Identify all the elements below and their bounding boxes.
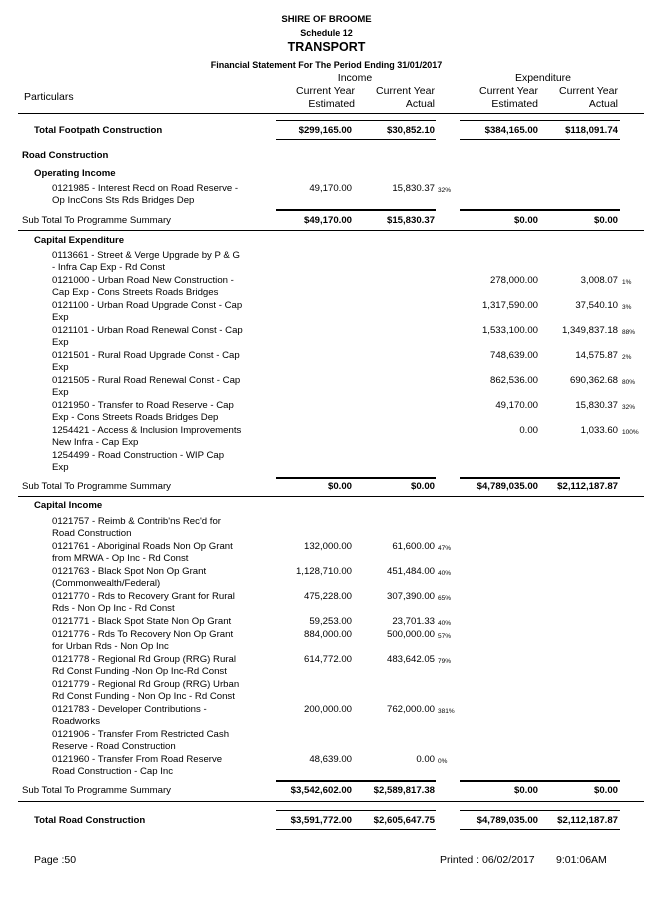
row-description-line: 0121906 - Transfer From Restricted Cash — [52, 729, 230, 740]
income-estimated-header-line2: Estimated — [308, 97, 355, 110]
row-description-line: Exp — [52, 337, 69, 349]
total-road-income-rule — [276, 810, 436, 811]
row-income-actual: 15,830.37 — [392, 183, 435, 194]
row-income-estimated: 48,639.00 — [309, 754, 352, 765]
ce-subtotal-exp-actual: $2,112,187.87 — [557, 481, 618, 492]
org-name: SHIRE OF BROOME — [281, 14, 372, 25]
ci-subtotal-exp-estimated: $0.00 — [513, 785, 538, 796]
row-description — [52, 350, 260, 375]
row-income-estimated: 884,000.00 — [303, 629, 352, 640]
row-income-estimated: 200,000.00 — [303, 704, 352, 715]
ci-subtotal-label: Sub Total To Programme Summary — [22, 785, 171, 796]
row-expenditure-actual: 1,033.60 — [580, 425, 618, 436]
row-income-estimated: 59,253.00 — [309, 616, 352, 627]
footpath-income-rule — [276, 120, 436, 121]
row-description-line: 0121505 - Rural Road Renewal Const - Cap — [52, 375, 241, 386]
row-income-percent: 32% — [438, 187, 452, 194]
total-footpath-income-actual: $30,852.10 — [386, 125, 435, 136]
row-description — [52, 616, 260, 628]
printed-date: 06/02/2017 — [482, 854, 535, 866]
row-description-line: 0121779 - Regional Rd Group (RRG) Urban — [52, 679, 240, 690]
row-description-line: 0121950 - Transfer to Road Reserve - Cap — [52, 400, 234, 411]
row-description — [52, 375, 260, 400]
row-description-line: - Infra Cap Exp - Rd Const — [52, 262, 166, 274]
ce-subtotal-label: Sub Total To Programme Summary — [22, 481, 171, 492]
row-income-estimated: 475,228.00 — [303, 591, 352, 602]
row-expenditure-percent: 3% — [622, 304, 632, 311]
total-road-exp-estimated: $4,789,035.00 — [476, 815, 538, 826]
row-income-actual: 483,642.05 — [386, 654, 435, 665]
header-rule — [18, 113, 644, 114]
expenditure-actual-header-line2: Actual — [588, 97, 618, 110]
row-description-line: 0121783 - Developer Contributions - — [52, 704, 207, 715]
expenditure-actual-header — [540, 85, 618, 110]
income-header: Income — [337, 72, 373, 84]
row-description-line: 0121770 - Rds to Recovery Grant for Rural — [52, 591, 235, 602]
row-income-estimated: 1,128,710.00 — [295, 566, 352, 577]
row-income-actual: 500,000.00 — [386, 629, 435, 640]
printed-time: 9:01:06AM — [556, 854, 607, 866]
row-description-line: 1254499 - Road Construction - WIP Cap — [52, 450, 225, 461]
row-description-line: Reserve - Road Construction — [52, 741, 176, 753]
op-subtotal-income-actual: $15,830.37 — [386, 215, 435, 226]
row-expenditure-actual: 14,575.87 — [575, 350, 618, 361]
row-description-line: 0121776 - Rds To Recovery Non Op Grant — [52, 629, 234, 640]
row-description-line: Exp — [52, 462, 69, 474]
row-description-line: Rd Const Funding -Non Op Inc-Rd Const — [52, 666, 227, 678]
total-road-income-rule-bottom — [276, 829, 436, 830]
row-expenditure-estimated: 1,317,590.00 — [481, 300, 538, 311]
row-description — [52, 516, 260, 541]
total-road-income-estimated: $3,591,772.00 — [290, 815, 352, 826]
row-description-line: 0121771 - Black Spot State Non Op Grant — [52, 616, 232, 627]
ce-subtotal-income-rule — [276, 477, 436, 479]
row-description-line: Roadworks — [52, 716, 100, 728]
op-section-rule — [18, 230, 644, 231]
row-income-actual: 451,484.00 — [386, 566, 435, 577]
ce-section-rule — [18, 496, 644, 497]
row-description — [52, 183, 260, 208]
expenditure-estimated-header-line2: Estimated — [491, 97, 538, 110]
expenditure-header: Expenditure — [514, 72, 572, 84]
row-description-line: 0121778 - Regional Rd Group (RRG) Rural — [52, 654, 236, 665]
row-description — [52, 679, 260, 704]
ci-subtotal-exp-actual: $0.00 — [593, 785, 618, 796]
schedule-label: Schedule 12 — [300, 28, 353, 38]
total-footpath-label: Total Footpath Construction — [34, 125, 163, 136]
row-income-actual: 61,600.00 — [392, 541, 435, 552]
page-number: Page :50 — [34, 854, 77, 866]
particulars-header: Particulars — [24, 91, 74, 103]
row-description-line: 0121000 - Urban Road New Construction - — [52, 275, 234, 286]
row-income-percent: 40% — [438, 620, 452, 627]
row-expenditure-estimated: 278,000.00 — [489, 275, 538, 286]
row-income-estimated: 614,772.00 — [303, 654, 352, 665]
row-description — [52, 541, 260, 566]
footpath-exp-rule-bottom — [460, 139, 620, 140]
total-road-label: Total Road Construction — [34, 815, 146, 826]
row-description-line: Exp — [52, 362, 69, 374]
row-description-line: Op IncCons Sts Rds Bridges Dep — [52, 195, 195, 207]
ci-subtotal-income-actual: $2,589,817.38 — [373, 785, 435, 796]
row-expenditure-estimated: 0.00 — [519, 425, 538, 436]
op-subtotal-income-estimated: $49,170.00 — [303, 215, 352, 226]
ce-subtotal-income-estimated: $0.00 — [327, 481, 352, 492]
row-description — [52, 400, 260, 425]
row-description — [52, 729, 260, 754]
statement-subtitle: Financial Statement For The Period Ending 31/01/2017 — [210, 60, 443, 70]
income-actual-header-line2: Actual — [405, 97, 435, 110]
row-expenditure-percent: 1% — [622, 279, 632, 286]
row-expenditure-percent: 100% — [622, 429, 639, 436]
row-income-actual: 0.00 — [416, 754, 435, 765]
row-description-line: New Infra - Cap Exp — [52, 437, 139, 449]
row-income-percent: 57% — [438, 633, 452, 640]
operating-income-label: Operating Income — [34, 168, 116, 179]
row-description — [52, 629, 260, 654]
expenditure-estimated-header — [455, 85, 538, 110]
row-description — [52, 654, 260, 679]
row-description-line: 0121100 - Urban Road Upgrade Const - Cap — [52, 300, 243, 311]
op-subtotal-label: Sub Total To Programme Summary — [22, 215, 171, 226]
row-income-percent: 79% — [438, 658, 452, 665]
footpath-income-rule-bottom — [276, 139, 436, 140]
row-description-line: Rds - Non Op Inc - Rd Const — [52, 603, 175, 615]
row-description-line: 0121757 - Reimb & Contrib'ns Rec'd for — [52, 516, 221, 527]
ci-subtotal-exp-rule — [460, 780, 620, 782]
row-expenditure-estimated: 748,639.00 — [489, 350, 538, 361]
row-income-percent: 381% — [438, 708, 455, 715]
row-description — [52, 325, 260, 350]
page-title: TRANSPORT — [287, 40, 366, 54]
total-road-exp-rule-bottom — [460, 829, 620, 830]
row-description — [52, 275, 260, 300]
expenditure-actual-header-line1: Current Year — [559, 85, 618, 97]
row-income-actual: 762,000.00 — [386, 704, 435, 715]
row-description-line: Exp — [52, 387, 69, 399]
row-income-estimated: 132,000.00 — [303, 541, 352, 552]
row-description-line: 0113661 - Street & Verge Upgrade by P & G — [52, 250, 240, 261]
ci-subtotal-income-estimated: $3,542,602.00 — [290, 785, 352, 796]
road-construction-label: Road Construction — [22, 150, 109, 161]
row-description-line: Exp - Cons Streets Roads Bridges Dep — [52, 412, 219, 424]
row-description-line: 0121501 - Rural Road Upgrade Const - Cap — [52, 350, 240, 361]
row-expenditure-actual: 690,362.68 — [569, 375, 618, 386]
row-expenditure-actual: 37,540.10 — [575, 300, 618, 311]
row-description-line: Road Construction - Cap Inc — [52, 766, 174, 778]
row-income-percent: 0% — [438, 758, 448, 765]
row-expenditure-actual: 15,830.37 — [575, 400, 618, 411]
income-estimated-header-line1: Current Year — [296, 85, 355, 97]
row-description — [52, 250, 260, 275]
ce-subtotal-exp-estimated: $4,789,035.00 — [476, 481, 538, 492]
row-description — [52, 425, 260, 450]
income-actual-header — [360, 85, 435, 110]
row-description — [52, 754, 260, 779]
row-description — [52, 704, 260, 729]
row-description-line: 0121763 - Black Spot Non Op Grant — [52, 566, 207, 577]
row-expenditure-actual: 1,349,837.18 — [561, 325, 618, 336]
op-subtotal-exp-rule — [460, 209, 620, 211]
row-description-line: 1254421 - Access & Inclusion Improvements — [52, 425, 242, 436]
row-description — [52, 591, 260, 616]
row-income-estimated: 49,170.00 — [309, 183, 352, 194]
row-description-line: Exp — [52, 312, 69, 324]
ce-subtotal-exp-rule — [460, 477, 620, 479]
row-income-percent: 40% — [438, 570, 452, 577]
op-subtotal-exp-actual: $0.00 — [593, 215, 618, 226]
total-footpath-income-estimated: $299,165.00 — [298, 125, 352, 136]
row-description-line: (Commonwealth/Federal) — [52, 578, 161, 590]
total-road-income-actual: $2,605,647.75 — [373, 815, 435, 826]
row-expenditure-estimated: 862,536.00 — [489, 375, 538, 386]
capital-expenditure-label: Capital Expenditure — [34, 235, 125, 246]
row-description-line: from MRWA - Op Inc - Rd Const — [52, 553, 189, 565]
printed-label: Printed : — [440, 854, 480, 866]
row-description-line: Road Construction — [52, 528, 132, 540]
row-description-line: 0121985 - Interest Recd on Road Reserve - — [52, 183, 239, 194]
row-expenditure-percent: 88% — [622, 329, 636, 336]
op-subtotal-income-rule — [276, 209, 436, 211]
ci-section-rule — [18, 801, 644, 802]
row-description-line: Rd Const Funding - Non Op Inc - Rd Const — [52, 691, 235, 703]
row-description — [52, 566, 260, 591]
row-description — [52, 300, 260, 325]
row-expenditure-percent: 2% — [622, 354, 632, 361]
total-road-exp-rule — [460, 810, 620, 811]
total-footpath-exp-actual: $118,091.74 — [565, 125, 618, 136]
footpath-exp-rule — [460, 120, 620, 121]
total-road-exp-actual: $2,112,187.87 — [557, 815, 618, 826]
income-estimated-header — [270, 85, 355, 110]
row-expenditure-percent: 80% — [622, 379, 636, 386]
capital-income-label: Capital Income — [34, 500, 103, 511]
ci-subtotal-income-rule — [276, 780, 436, 782]
row-description-line: 0121761 - Aboriginal Roads Non Op Grant — [52, 541, 233, 552]
row-expenditure-estimated: 49,170.00 — [495, 400, 538, 411]
expenditure-estimated-header-line1: Current Year — [479, 85, 538, 97]
op-subtotal-exp-estimated: $0.00 — [513, 215, 538, 226]
row-expenditure-estimated: 1,533,100.00 — [481, 325, 538, 336]
row-income-actual: 23,701.33 — [392, 616, 435, 627]
row-income-percent: 65% — [438, 595, 452, 602]
row-description-line: Cap Exp - Cons Streets Roads Bridges — [52, 287, 219, 299]
income-actual-header-line1: Current Year — [376, 85, 435, 97]
row-income-actual: 307,390.00 — [386, 591, 435, 602]
row-expenditure-actual: 3,008.07 — [580, 275, 618, 286]
ce-subtotal-income-actual: $0.00 — [410, 481, 435, 492]
total-footpath-exp-estimated: $384,165.00 — [484, 125, 538, 136]
row-description-line: 0121960 - Transfer From Road Reserve — [52, 754, 223, 765]
row-description-line: 0121101 - Urban Road Renewal Const - Cap — [52, 325, 243, 336]
row-expenditure-percent: 32% — [622, 404, 636, 411]
row-description — [52, 450, 260, 475]
row-description-line: for Urban Rds - Non Op Inc — [52, 641, 169, 653]
row-income-percent: 47% — [438, 545, 452, 552]
